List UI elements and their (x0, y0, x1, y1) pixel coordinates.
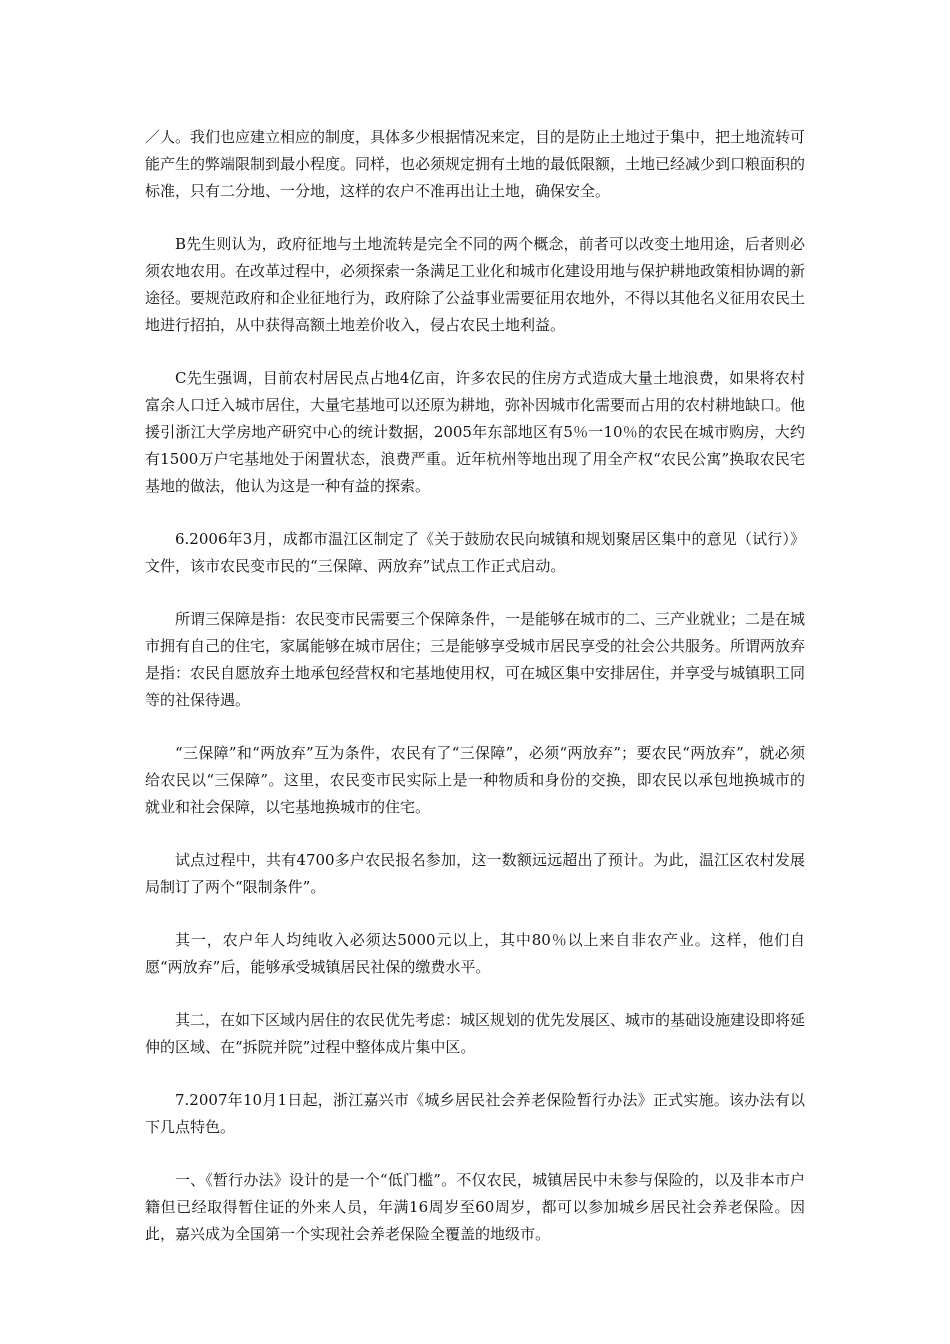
paragraph-7: 试点过程中，共有4700多户农民报名参加，这一数额远远超出了预计。为此，温江区农村发展局制订了两个“限制条件”。 (145, 851, 805, 896)
document-body (145, 124, 805, 1274)
paragraph-2: B先生则认为，政府征地与土地流转是完全不同的两个概念，前者可以改变土地用途，后者则必须农地农用。在改革过程中，必须探索一条满足工业化和城市化建设用地与保护耕地政策相协调的新途径。要规范政府和企业征地行为，政府除了公益事业需要征用农地外，不得以其他名义征用农民土地进行招拍，从中获得高额土地差价收入，侵占农民土地利益。 (145, 235, 806, 334)
paragraph-6: “三保障”和“两放弃”互为条件，农民有了“三保障”，必须“两放弃”；要农民“两放弃”，就必须给农民以“三保障”。这里，农民变市民实际上是一种物质和身份的交换，即农民以承包地换城市的就业和社会保障，以宅基地换城市的住宅。 (145, 744, 805, 816)
paragraph-5: 所谓三保障是指：农民变市民需要三个保障条件，一是能够在城市的二、三产业就业；二是在城市拥有自己的住宅，家属能够在城市居住；三是能够享受城市居民享受的社会公共服务。所谓两放弃是指：农民自愿放弃土地承包经营权和宅基地使用权，可在城区集中安排居住，并享受与城镇职工同等的社保待遇。 (145, 610, 806, 709)
paragraph-3: C先生强调，目前农村居民点占地4亿亩，许多农民的住房方式造成大量土地浪费，如果将农村富余人口迁入城市居住，大量宅基地可以还原为耕地，弥补因城市化需要而占用的农村耕地缺口。他援引浙江大学房地产研究中心的统计数据，2005年东部地区有5％一10％的农民在城市购房，大约有1500万户宅基地处于闲置状态，浪费严重。近年杭州等地出现了用全产权“农民公寓”换取农民宅基地的做法，他认为这是一种有益的探索。 (145, 369, 806, 495)
paragraph-1: ／人。我们也应建立相应的制度，具体多少根据情况来定，目的是防止土地过于集中，把土地流转可能产生的弊端限制到最小程度。同样，也必须规定拥有土地的最低限额，土地已经减少到口粮面积的标准，只有二分地、一分地，这样的农户不准再出让土地，确保安全。 (145, 128, 806, 200)
paragraph-11: 一、《暂行办法》设计的是一个“低门槛”。不仅农民，城镇居民中未参与保险的，以及非本市户籍但已经取得暂住证的外来人员，年满16周岁至60周岁，都可以参加城乡居民社会养老保险。因此，嘉兴成为全国第一个实现社会养老保险全覆盖的地级市。 (145, 1171, 805, 1243)
paragraph-4: 6.2006年3月，成都市温江区制定了《关于鼓励农民向城镇和规划聚居区集中的意见（试行）》文件，该市农民变市民的“三保障、两放弃”试点工作正式启动。 (145, 530, 805, 575)
paragraph-8: 其一，农户年人均纯收入必须达5000元以上，其中80％以上来自非农产业。这样，他们自愿“两放弃”后，能够承受城镇居民社保的缴费水平。 (145, 931, 805, 976)
paragraph-9: 其二，在如下区域内居住的农民优先考虑：城区规划的优先发展区、城市的基础设施建设即将延伸的区域、在“拆院并院”过程中整体成片集中区。 (145, 1011, 806, 1056)
paragraph-10: 7.2007年10月1日起，浙江嘉兴市《城乡居民社会养老保险暂行办法》正式实施。该办法有以下几点特色。 (145, 1091, 805, 1136)
